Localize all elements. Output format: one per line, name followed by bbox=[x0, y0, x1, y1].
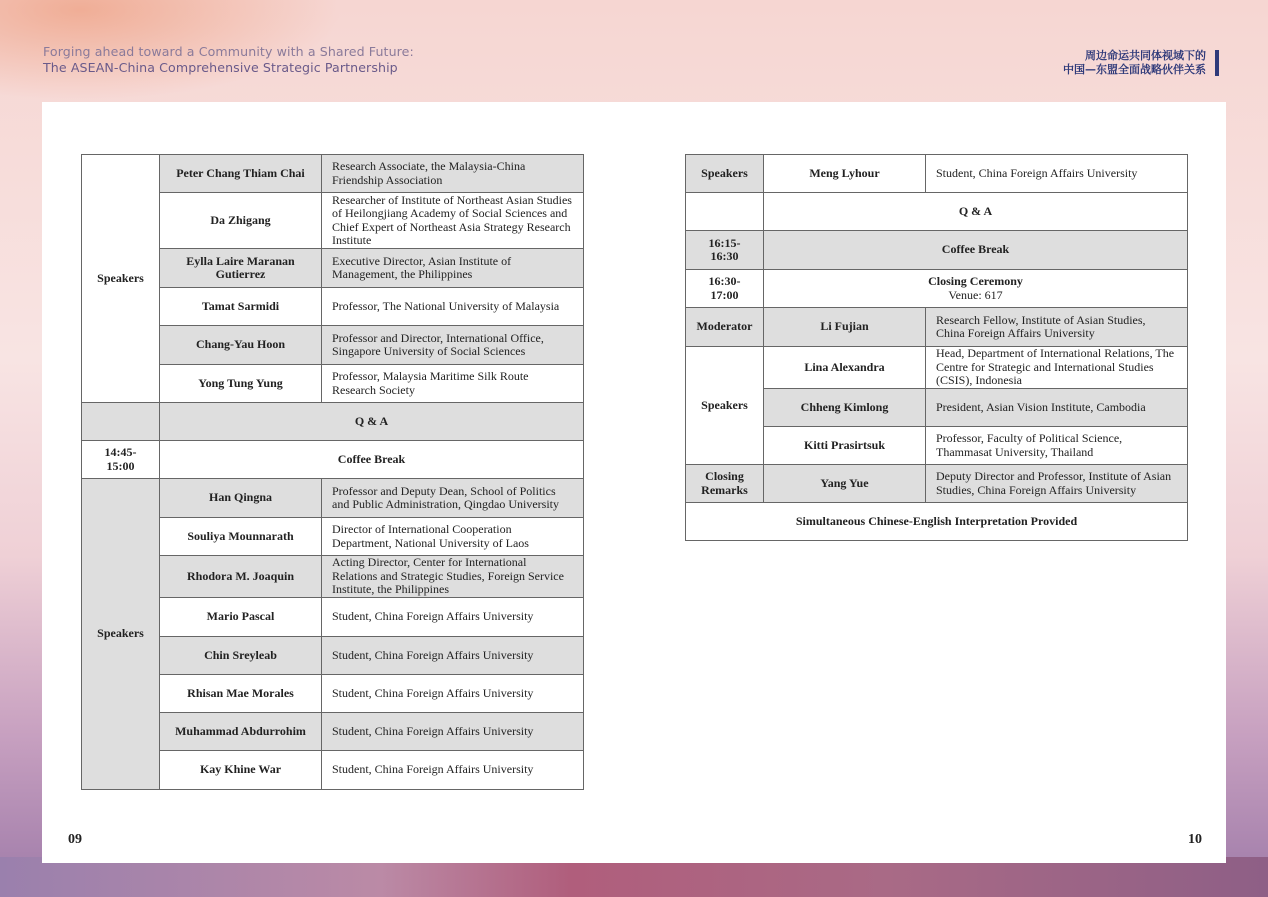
venue-label: Venue: 617 bbox=[948, 287, 1003, 302]
background-band bbox=[0, 857, 1268, 897]
role-label: Speakers bbox=[686, 155, 764, 193]
speaker-title: Acting Director, Center for International Relations and Strategic Studies, Foreign Service Institute, the Philippines bbox=[322, 556, 584, 598]
moderator-name: Li Fujian bbox=[764, 308, 926, 347]
header-title-zh bbox=[1063, 49, 1206, 77]
schedule-table-left bbox=[81, 154, 584, 790]
coffee-break-label: Coffee Break bbox=[764, 231, 1188, 270]
table-row bbox=[686, 503, 1188, 541]
qa-label: Q & A bbox=[160, 403, 584, 441]
speaker-name: Muhammad Abdurrohim bbox=[160, 713, 322, 751]
speaker-name: Yong Tung Yung bbox=[160, 365, 322, 403]
page-number-left: 09 bbox=[68, 832, 82, 847]
qa-label: Q & A bbox=[764, 193, 1188, 231]
speaker-title: Student, China Foreign Affairs University bbox=[322, 598, 584, 637]
remarks-speaker-title: Deputy Director and Professor, Institute of Asian Studies, China Foreign Affairs University bbox=[926, 465, 1188, 503]
moderator-title: Research Fellow, Institute of Asian Studies, China Foreign Affairs University bbox=[926, 308, 1188, 347]
speaker-name: Tamat Sarmidi bbox=[160, 288, 322, 326]
empty-cell bbox=[686, 193, 764, 231]
speaker-title: Professor and Deputy Dean, School of Politics and Public Administration, Qingdao University bbox=[322, 479, 584, 518]
time-slot: 16:15-16:30 bbox=[686, 231, 764, 270]
speaker-title: President, Asian Vision Institute, Cambodia bbox=[926, 389, 1188, 427]
time-slot: 16:30-17:00 bbox=[686, 270, 764, 308]
table-row bbox=[82, 403, 584, 441]
closing-ceremony-label: Closing Ceremony bbox=[928, 274, 1023, 288]
header-title-en bbox=[43, 44, 414, 76]
coffee-break-label: Coffee Break bbox=[160, 441, 584, 479]
speaker-title: Professor, Faculty of Political Science, Thammasat University, Thailand bbox=[926, 427, 1188, 465]
table-row bbox=[686, 193, 1188, 231]
role-label: Speakers bbox=[82, 479, 160, 790]
speaker-name: Han Qingna bbox=[160, 479, 322, 518]
speaker-title: Student, China Foreign Affairs University bbox=[322, 675, 584, 713]
header-title-zh-line2: 中国—东盟全面战略伙伴关系 bbox=[1063, 63, 1206, 76]
speaker-name: Rhisan Mae Morales bbox=[160, 675, 322, 713]
speaker-name: Kay Khine War bbox=[160, 751, 322, 790]
header-title-zh-line1: 周边命运共同体视域下的 bbox=[1085, 49, 1206, 62]
table-row bbox=[686, 347, 1188, 389]
table-row bbox=[82, 479, 584, 518]
empty-cell bbox=[82, 403, 160, 441]
speaker-title: Student, China Foreign Affairs University bbox=[926, 155, 1188, 193]
interpretation-note: Simultaneous Chinese-English Interpretation Provided bbox=[686, 503, 1188, 541]
role-label: Speakers bbox=[82, 155, 160, 403]
table-row bbox=[686, 231, 1188, 270]
table-row bbox=[686, 465, 1188, 503]
speaker-name: Souliya Mounnarath bbox=[160, 518, 322, 556]
speaker-title: Director of International Cooperation Department, National University of Laos bbox=[322, 518, 584, 556]
speaker-name: Mario Pascal bbox=[160, 598, 322, 637]
remarks-speaker-name: Yang Yue bbox=[764, 465, 926, 503]
speaker-title: Student, China Foreign Affairs University bbox=[322, 637, 584, 675]
table-row bbox=[686, 308, 1188, 347]
speaker-title: Research Associate, the Malaysia-China Friendship Association bbox=[322, 155, 584, 193]
header-title-en-line2: The ASEAN-China Comprehensive Strategic Partnership bbox=[43, 60, 398, 75]
schedule-table-right bbox=[685, 154, 1188, 541]
closing-ceremony-cell bbox=[764, 270, 1188, 308]
speaker-name: Lina Alexandra bbox=[764, 347, 926, 389]
speaker-name: Rhodora M. Joaquin bbox=[160, 556, 322, 598]
time-slot: 14:45-15:00 bbox=[82, 441, 160, 479]
speaker-name: Chin Sreyleab bbox=[160, 637, 322, 675]
page-number-right: 10 bbox=[1188, 832, 1202, 847]
speaker-title: Professor, Malaysia Maritime Silk Route Research Society bbox=[322, 365, 584, 403]
table-row bbox=[82, 441, 584, 479]
speaker-title: Researcher of Institute of Northeast Asian Studies of Heilongjiang Academy of Social Sciences and Chief Expert of Northeast Asia Strategy Research Institute bbox=[322, 193, 584, 249]
speaker-title: Student, China Foreign Affairs University bbox=[322, 751, 584, 790]
table-row bbox=[686, 155, 1188, 193]
speaker-name: Da Zhigang bbox=[160, 193, 322, 249]
speaker-title: Professor, The National University of Malaysia bbox=[322, 288, 584, 326]
speaker-name: Chang-Yau Hoon bbox=[160, 326, 322, 365]
speaker-title: Head, Department of International Relations, The Centre for Strategic and International Studies (CSIS), Indonesia bbox=[926, 347, 1188, 389]
table-row bbox=[686, 270, 1188, 308]
header-accent-bar bbox=[1215, 50, 1219, 76]
speaker-title: Executive Director, Asian Institute of Management, the Philippines bbox=[322, 249, 584, 288]
role-label: Speakers bbox=[686, 347, 764, 465]
role-label: Closing Remarks bbox=[686, 465, 764, 503]
header-title-en-line1: Forging ahead toward a Community with a Shared Future: bbox=[43, 44, 414, 59]
speaker-title: Student, China Foreign Affairs University bbox=[322, 713, 584, 751]
speaker-name: Eylla Laire Maranan Gutierrez bbox=[160, 249, 322, 288]
speaker-name: Peter Chang Thiam Chai bbox=[160, 155, 322, 193]
table-row bbox=[82, 155, 584, 193]
role-label: Moderator bbox=[686, 308, 764, 347]
speaker-name: Kitti Prasirtsuk bbox=[764, 427, 926, 465]
speaker-title: Professor and Director, International Office, Singapore University of Social Sciences bbox=[322, 326, 584, 365]
speaker-name: Meng Lyhour bbox=[764, 155, 926, 193]
speaker-name: Chheng Kimlong bbox=[764, 389, 926, 427]
